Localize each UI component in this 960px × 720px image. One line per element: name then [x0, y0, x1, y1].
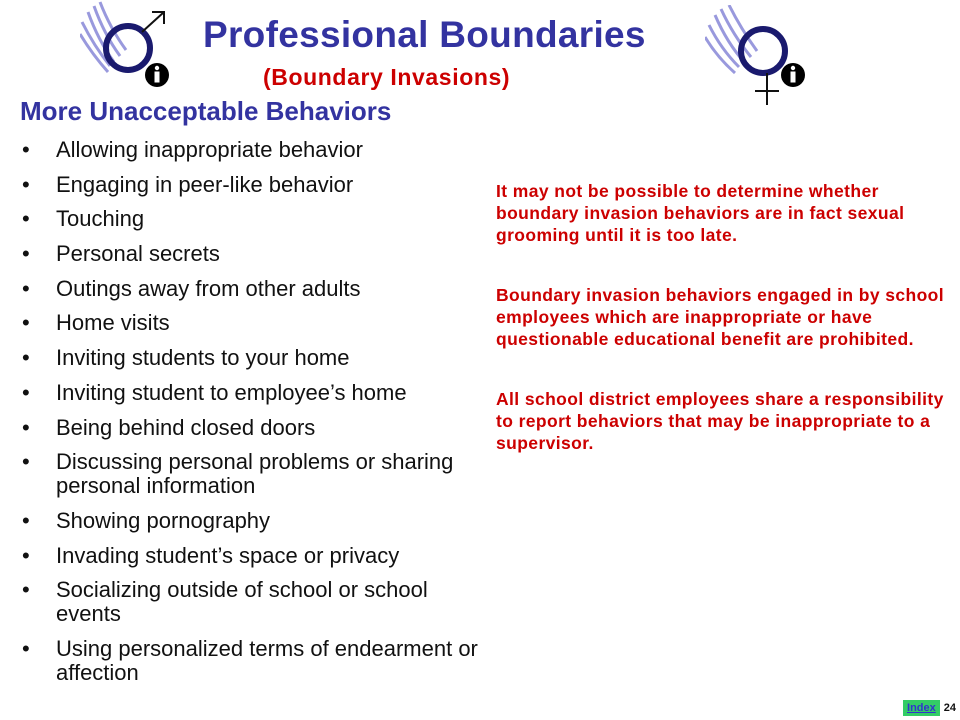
- section-heading: More Unacceptable Behaviors: [20, 96, 392, 126]
- bullet-dot: •: [22, 635, 30, 661]
- list-item-text: Engaging in peer-like behavior: [56, 171, 354, 197]
- list-item: [22, 346, 492, 370]
- list-item-text: Allowing inappropriate behavior: [56, 137, 363, 162]
- list-item-text: Invading student’s space or privacy: [56, 542, 400, 568]
- bullet-dot: •: [22, 241, 30, 267]
- list-item: [22, 173, 492, 197]
- list-item: [22, 416, 492, 440]
- list-item-text: Being behind closed doors: [56, 414, 316, 440]
- list-item: [22, 637, 492, 685]
- list-item: [22, 578, 492, 626]
- list-item: [22, 138, 492, 162]
- male-symbol-icon: [80, 0, 180, 100]
- list-item: [22, 544, 492, 568]
- footer: [903, 700, 956, 716]
- list-item-text: Personal secrets: [56, 241, 220, 267]
- list-item-text: Discussing personal problems or sharing personal information: [56, 449, 454, 499]
- bullet-dot: •: [22, 577, 30, 603]
- bullet-dot: •: [22, 507, 30, 533]
- page-title: Professional Boundaries: [203, 14, 646, 55]
- list-item: [22, 450, 492, 498]
- bullet-dot: •: [22, 275, 30, 301]
- list-item: [22, 311, 492, 335]
- bullet-dot: •: [22, 414, 30, 440]
- bullet-dot: •: [22, 345, 30, 371]
- bullet-dot: •: [22, 206, 30, 232]
- list-item-text: Touching: [56, 206, 145, 232]
- bullet-dot: •: [22, 449, 30, 475]
- notes-panel: [496, 180, 946, 492]
- list-item-text: Showing pornography: [56, 507, 271, 533]
- list-item-text: Outings away from other adults: [56, 275, 361, 301]
- page-number: 24: [943, 702, 956, 714]
- note-paragraph: Boundary invasion behaviors engaged in by school employees which are inappropriate or have questionable educational benefit are prohibited.: [496, 285, 945, 349]
- list-item-text: Using personalized terms of endearment or affection: [56, 635, 478, 685]
- note-paragraph: All school district employees share a responsibility to report behaviors that may be inappropriate to a supervisor.: [496, 389, 944, 453]
- list-item-text: Socializing outside of school or school events: [56, 577, 428, 627]
- page-subtitle: (Boundary Invasions): [263, 64, 511, 90]
- list-item: [22, 242, 492, 266]
- bullet-dot: •: [22, 542, 30, 568]
- female-symbol-icon: [705, 5, 820, 110]
- list-item-text: Inviting student to employee’s home: [56, 379, 407, 405]
- behavior-list: [22, 138, 492, 696]
- list-item: [22, 277, 492, 301]
- note-paragraph: It may not be possible to determine whether boundary invasion behaviors are in fact sexual grooming until it is too late.: [496, 181, 905, 245]
- list-item: [22, 509, 492, 533]
- index-link[interactable]: Index: [903, 700, 940, 716]
- list-item: [22, 381, 492, 405]
- bullet-dot: •: [22, 171, 30, 197]
- list-item-text: Inviting students to your home: [56, 345, 350, 371]
- list-item: [22, 207, 492, 231]
- bullet-dot: •: [22, 310, 30, 336]
- bullet-dot: •: [22, 137, 30, 162]
- bullet-dot: •: [22, 379, 30, 405]
- list-item-text: Home visits: [56, 310, 170, 336]
